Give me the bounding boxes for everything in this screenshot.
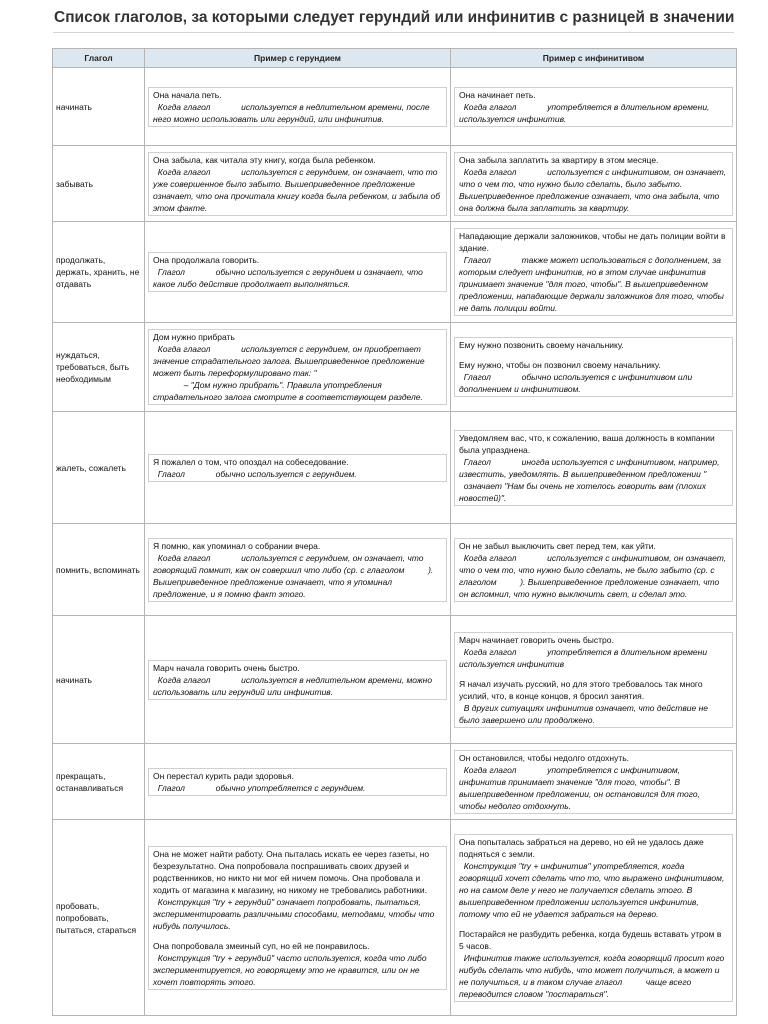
gerund-example-cell bbox=[145, 146, 451, 222]
gerund-example-cell bbox=[145, 820, 451, 1016]
paragraph-spacer bbox=[153, 932, 442, 940]
example-sentence: Она забыла заплатить за квартиру в этом месяце. bbox=[459, 154, 659, 165]
verb-cell bbox=[53, 616, 145, 744]
example-sentence: Я помню, как упоминал о собрании вчера. bbox=[153, 540, 321, 551]
example-sentence: Марч начинает говорить очень быстро. bbox=[459, 634, 614, 645]
gerund-example-cell bbox=[145, 222, 451, 323]
infinitive-example-box bbox=[454, 87, 733, 127]
explanation-text: Глагол также может использоваться с дополнением, за которым следует инфинитив, но в этом случае инфинитив принимает значение "для того, чтобы". В вышеприведенном предложении, нападающие держали заложников для того, чтобы не дать полиции войти. bbox=[459, 255, 727, 313]
verb-cell bbox=[53, 323, 145, 412]
infinitive-example-box bbox=[454, 632, 733, 728]
example-sentence: Я начал изучать русский, но для этого требовалось так много усилий, что, в конце концов, я бросил занятия. bbox=[459, 678, 705, 701]
verb-text: пробовать, попробовать, пытаться, стараться bbox=[56, 900, 137, 935]
infinitive-example-box bbox=[454, 834, 733, 1002]
gerund-example-box bbox=[148, 846, 447, 990]
table-row bbox=[53, 820, 737, 1016]
example-sentence: Ему нужно, чтобы он позвонил своему начальнику. bbox=[459, 360, 661, 370]
infinitive-example-cell bbox=[451, 524, 737, 616]
verb-cell bbox=[53, 412, 145, 524]
infinitive-example-cell bbox=[451, 222, 737, 323]
table-row bbox=[53, 412, 737, 524]
infinitive-example-box bbox=[454, 337, 733, 397]
explanation-text: Глагол иногда используется с инфинитивом, например, известить, уведомлять. В вышеприведенном предложении " bbox=[459, 456, 765, 479]
verb-text: прекращать, останавливаться bbox=[56, 770, 124, 793]
example-sentence: Дом нужно прибрать bbox=[153, 332, 235, 342]
explanation-text: Конструкция "try + герундий" часто используется, когда что либо экспериментируется, но говорящему это не нравится, или он не хочет повторять этого. bbox=[153, 952, 429, 987]
table-row bbox=[53, 524, 737, 616]
verb-text: помнить, вспоминать bbox=[56, 564, 140, 575]
gerund-example-box bbox=[148, 660, 447, 700]
explanation-text: Глагол обычно употребляется с герундием. bbox=[153, 782, 366, 793]
example-sentence: Она начинает петь. bbox=[459, 89, 536, 100]
table-row bbox=[53, 146, 737, 222]
title-divider bbox=[53, 32, 734, 33]
verbs-table bbox=[52, 48, 765, 1016]
explanation-text: – "Дом нужно прибрать". Правила употребления страдательного залога смотрите в соответствующем разделе. bbox=[153, 380, 423, 402]
explanation-text: В других ситуациях инфинитив означает, что действие не было завершено или продолжено. bbox=[459, 702, 711, 725]
explanation-text: Когда глагол употребляется в длительном времени используется инфинитив bbox=[459, 646, 710, 669]
explanation-text: Когда глагол используется в недлительном времени, после него можно использовать или герундий, или инфинитив. bbox=[153, 101, 432, 124]
example-sentence: Она попыталась забраться на дерево, но ей не удалось даже подняться с земли. bbox=[459, 836, 707, 859]
example-sentence: Она начала петь. bbox=[153, 89, 222, 100]
infinitive-example-box bbox=[454, 228, 733, 316]
example-sentence: Он остановился, чтобы недолго отдохнуть. bbox=[459, 752, 629, 763]
example-sentence: Она не может найти работу. Она пыталась искать ее через газеты, но безрезультатно. Она попробовала поспрашивать своих друзей и родственников, но никто ни мог ей ничем помочь. Она пробовала и ходить от магазина к магазину, но никому не требовались работники. bbox=[153, 848, 432, 895]
header-gerund-example: Пример с герундием bbox=[145, 49, 451, 68]
explanation-text: Когда глагол употребляется с инфинитивом, инфинитив принимает значение "для того, чтобы". В вышеприведенном предложении, он остановился для того, чтобы недолго отдохнуть. bbox=[459, 764, 703, 811]
paragraph-spacer bbox=[459, 351, 728, 359]
example-sentence: Он не забыл выключить свет перед тем, как уйти. bbox=[459, 540, 656, 551]
header-infinitive-example: Пример с инфинитивом bbox=[451, 49, 737, 68]
gerund-example-box bbox=[148, 252, 447, 292]
gerund-example-box bbox=[148, 329, 447, 405]
explanation-text: Глагол обычно используется с герундием. bbox=[153, 468, 357, 479]
table-row bbox=[53, 616, 737, 744]
verb-cell bbox=[53, 744, 145, 820]
example-sentence: Уведомляем вас, что, к сожалению, ваша должность в компании была упразднена. bbox=[459, 432, 718, 455]
infinitive-example-cell bbox=[451, 412, 765, 524]
infinitive-example-box bbox=[454, 538, 733, 602]
verb-cell bbox=[53, 222, 145, 323]
example-sentence: Ему нужно позвонить своему начальнику. bbox=[459, 340, 624, 350]
explanation-text: Когда глагол используется с инфинитивом, он означает, что о чем то, что нужно было сделать, не было забыто (ср. с глаголом ). Вышеприведенное предложение означает, что он вспомнил, что нужно выключить свет, и сделал это. bbox=[459, 552, 729, 599]
gerund-example-cell bbox=[145, 524, 451, 616]
table-row bbox=[53, 222, 737, 323]
explanation-text: Когда глагол используется с герундием, он означает, что говорящий помнит, как он совершил что либо (ср. с глаголом ). Вышеприведенное предложение означает, что я упоминал предложение, и я помню факт этого. bbox=[153, 552, 436, 599]
example-sentence: Она забыла, как читала эту книгу, когда была ребенком. bbox=[153, 154, 376, 165]
verb-text: забывать bbox=[56, 178, 93, 189]
gerund-example-cell bbox=[145, 744, 451, 820]
verb-cell bbox=[53, 820, 145, 1016]
infinitive-example-box bbox=[454, 430, 765, 506]
explanation-text: Конструкция "try + инфинитив" употребляется, когда говорящий хочет сделать что то, что выражено инфинитивом, но на самом деле у него не получается сделать этого. В вышеприведенном предложении используется инфинитив, потому что ей не удается забраться на дерево. bbox=[459, 860, 727, 919]
example-sentence: Он перестал курить ради здоровья. bbox=[153, 770, 294, 781]
verb-cell bbox=[53, 524, 145, 616]
explanation-text: означает "Нам бы очень не хотелось говорить вам (плохих новостей)". bbox=[459, 480, 709, 503]
header-verb: Глагол bbox=[53, 49, 145, 68]
infinitive-example-box bbox=[454, 152, 733, 216]
example-sentence: Марч начала говорить очень быстро. bbox=[153, 662, 300, 673]
gerund-example-cell bbox=[145, 323, 451, 412]
infinitive-example-cell bbox=[451, 744, 737, 820]
explanation-text: Когда глагол употребляется в длительном времени, используется инфинитив. bbox=[459, 101, 712, 124]
verb-text: продолжать, держать, хранить, не отдавать bbox=[56, 255, 140, 289]
gerund-example-cell bbox=[145, 616, 451, 744]
infinitive-example-cell bbox=[451, 323, 737, 412]
verb-text: нуждаться, требоваться, быть необходимым bbox=[56, 350, 130, 384]
explanation-text: Когда глагол используется с герундием, он приобретает значение страдательного залога. Вышеприведенное предложение может быть переформулировано так: " bbox=[153, 344, 427, 378]
gerund-example-cell bbox=[145, 412, 451, 524]
gerund-example-box bbox=[148, 87, 447, 127]
verb-cell bbox=[53, 146, 145, 222]
page-title: Список глаголов, за которыми следует герундий или инфинитив с разницей в значении bbox=[54, 9, 735, 26]
gerund-example-box bbox=[148, 454, 447, 482]
verb-text: начинать bbox=[56, 101, 92, 112]
example-sentence: Она продолжала говорить. bbox=[153, 255, 260, 265]
verb-text: жалеть, сожалеть bbox=[56, 462, 126, 473]
explanation-text: Когда глагол используется с инфинитивом, он означает, что о чем то, что нужно было сделать, было забыто. Вышеприведенное предложение означает, что она забыла, что она должна была заплатить за квартиру. bbox=[459, 166, 729, 213]
example-sentence: Нападающие держали заложников, чтобы не дать полиции войти в здание. bbox=[459, 231, 728, 253]
table-row bbox=[53, 744, 737, 820]
example-sentence: Она попробовала змеиный суп, но ей не понравилось. bbox=[153, 940, 370, 951]
explanation-text: Конструкция "try + герундий" означает попробовать, пытаться, экспериментировать различными способами, методами, чтобы что нибудь получилось. bbox=[153, 896, 437, 931]
paragraph-spacer bbox=[459, 670, 728, 678]
example-sentence: Я пожалел о том, что опоздал на собеседование. bbox=[153, 456, 349, 467]
gerund-example-box bbox=[148, 538, 447, 602]
verb-cell bbox=[53, 68, 145, 146]
infinitive-example-cell bbox=[451, 616, 737, 744]
infinitive-example-cell bbox=[451, 68, 737, 146]
example-sentence: Постарайся не разбудить ребенка, когда будешь вставать утром в 5 часов. bbox=[459, 928, 724, 951]
infinitive-example-box bbox=[454, 750, 733, 814]
explanation-text: Глагол обычно используется с инфинитивом или дополнением и инфинитивом. bbox=[459, 372, 695, 394]
gerund-example-cell bbox=[145, 68, 451, 146]
explanation-text: Инфинитив также используется, когда говорящий просит кого нибудь сделать что нибудь, что может получиться, а может и не получиться, и в таком случае глагол чаще всего переводится словом "постараться". bbox=[459, 952, 727, 999]
gerund-example-box bbox=[148, 152, 447, 216]
explanation-text: Когда глагол используется в недлительном времени, можно использовать или герундий или инфинитив. bbox=[153, 674, 435, 697]
infinitive-example-cell bbox=[451, 820, 737, 1016]
table-header-row bbox=[53, 49, 737, 68]
verb-text: начинать bbox=[56, 674, 92, 685]
paragraph-spacer bbox=[459, 920, 728, 928]
table-row bbox=[53, 68, 737, 146]
explanation-text: Глагол обычно используется с герундием и означает, что какое либо действие продолжает выполняться. bbox=[153, 267, 426, 289]
table-row bbox=[53, 323, 737, 412]
explanation-text: Когда глагол используется с герундием, он означает, что то уже совершенное было забыто. Вышеприведенное предложение означает, что она прочитала книгу когда была ребенком, и забыла об этом факте. bbox=[153, 166, 443, 213]
infinitive-example-cell bbox=[451, 146, 737, 222]
gerund-example-box bbox=[148, 768, 447, 796]
